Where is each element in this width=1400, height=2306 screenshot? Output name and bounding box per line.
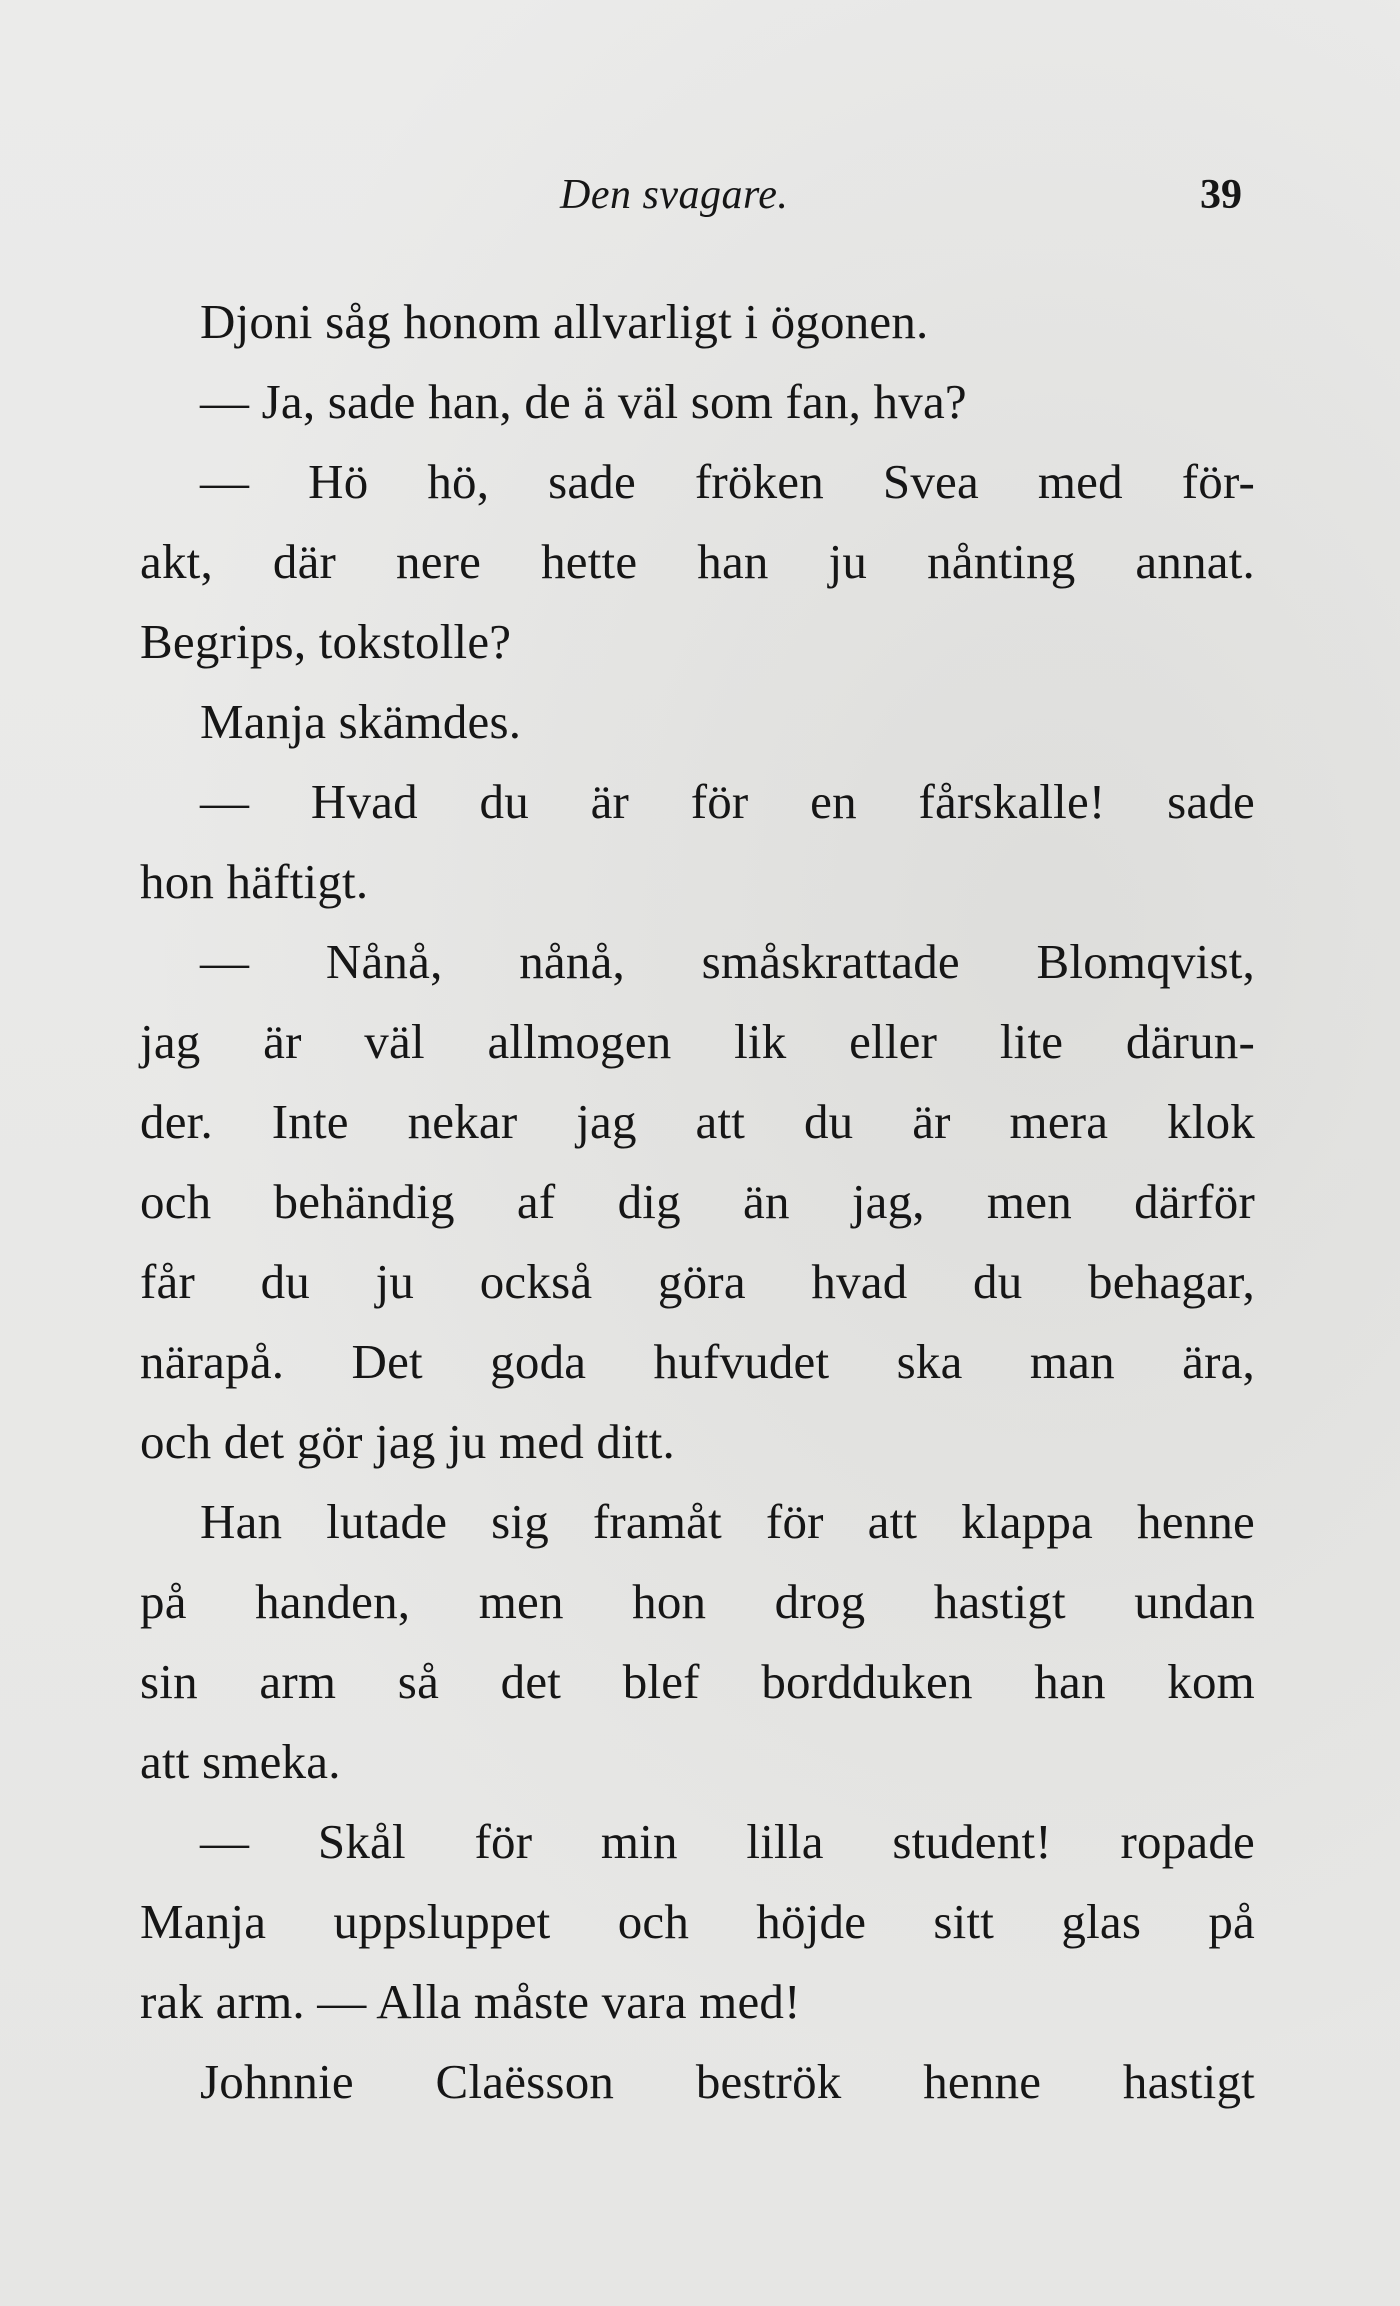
- text-line: Djoni såg honom allvarligt i ögonen.: [200, 294, 929, 349]
- chapter-title: Den svagare.: [560, 172, 789, 218]
- text-line: Begrips, tokstolle?: [140, 614, 512, 669]
- text-line: rak arm. — Alla måste vara med!: [140, 1974, 801, 2029]
- text-line: Manja skämdes.: [200, 694, 522, 749]
- text-line: jag är väl allmogen lik eller lite därun-: [140, 1014, 1255, 1069]
- text-line: närapå. Det goda hufvudet ska man ära,: [140, 1334, 1255, 1389]
- body-text: [140, 282, 1255, 2122]
- text-line: Johnnie Claësson beströk henne hastigt: [200, 2054, 1255, 2109]
- text-line: — Hvad du är för en fårskalle! sade: [200, 774, 1255, 829]
- running-head: [0, 165, 1400, 225]
- text-line: — Nånå, nånå, småskrattade Blomqvist,: [200, 934, 1255, 989]
- text-line: — Ja, sade han, de ä väl som fan, hva?: [200, 374, 967, 429]
- text-line: att smeka.: [140, 1734, 341, 1789]
- page-number: 39: [1200, 172, 1242, 218]
- text-line: och behändig af dig än jag, men därför: [140, 1174, 1255, 1229]
- text-line: på handen, men hon drog hastigt undan: [140, 1574, 1255, 1629]
- text-line: — Skål för min lilla student! ropade: [200, 1814, 1255, 1869]
- text-line: Han lutade sig framåt för att klappa henne: [200, 1494, 1255, 1549]
- text-line: får du ju också göra hvad du behagar,: [140, 1254, 1255, 1309]
- text-line: sin arm så det blef bordduken han kom: [140, 1654, 1255, 1709]
- text-line: och det gör jag ju med ditt.: [140, 1414, 675, 1469]
- text-line: — Hö hö, sade fröken Svea med för-: [200, 454, 1255, 509]
- text-line: der. Inte nekar jag att du är mera klok: [140, 1094, 1255, 1149]
- text-line: hon häftigt.: [140, 854, 369, 909]
- text-line: Manja uppsluppet och höjde sitt glas på: [140, 1894, 1255, 1949]
- text-line: akt, där nere hette han ju nånting annat.: [140, 534, 1255, 589]
